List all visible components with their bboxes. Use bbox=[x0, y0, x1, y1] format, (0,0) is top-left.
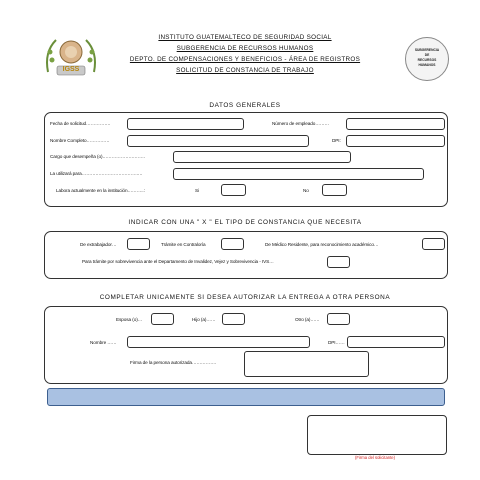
utilizara-input[interactable] bbox=[173, 168, 424, 180]
igss-logo-text: IGSS bbox=[62, 66, 80, 73]
office-use-bar bbox=[47, 388, 445, 406]
autorizar-title: COMPLETAR UNICAMENTE SI DESEA AUTORIZAR LA ENTREGA A OTRA PERSONA bbox=[99, 294, 391, 301]
tramite-contraloria-checkbox[interactable] bbox=[221, 238, 244, 250]
fecha-label: Fecha de solicitud……………. bbox=[50, 121, 111, 126]
autorizado-dpi-label: DPI…… bbox=[328, 340, 345, 345]
cargo-label: Cargo que desempeña (o)………………………. bbox=[50, 154, 145, 159]
seal-line-2: DE bbox=[424, 53, 430, 57]
fecha-input[interactable] bbox=[127, 118, 244, 130]
hijo-label: Hijo (a)…… bbox=[192, 317, 216, 322]
numero-empleado-input[interactable] bbox=[346, 118, 445, 130]
otro-checkbox[interactable] bbox=[327, 313, 350, 325]
hijo-checkbox[interactable] bbox=[222, 313, 245, 325]
nombre-completo-label: Nombre Completo…………… bbox=[50, 138, 110, 143]
esposa-label: Esposa (o)… bbox=[116, 317, 143, 322]
firma-autorizada-label: Firma de la persona autorizada……………. bbox=[130, 360, 217, 365]
esposa-checkbox[interactable] bbox=[151, 313, 174, 325]
autorizado-dpi-input[interactable] bbox=[347, 336, 445, 348]
extrabajador-checkbox[interactable] bbox=[127, 238, 150, 250]
cargo-input[interactable] bbox=[173, 151, 351, 163]
autorizado-nombre-label: Nombre …… bbox=[90, 340, 117, 345]
datos-generales-title: DATOS GENERALES bbox=[209, 102, 281, 109]
department-name: DEPTO. DE COMPENSACIONES Y BENEFICIOS - ÁREA DE REGISTROS bbox=[129, 56, 361, 63]
otro-label: Otro (a)…… bbox=[295, 317, 320, 322]
labora-no-checkbox[interactable] bbox=[322, 184, 347, 196]
labora-label: Labora actualmente en la institución………..: bbox=[56, 188, 145, 193]
igss-logo bbox=[40, 32, 102, 80]
seal-line-1: SUBGERENCIA bbox=[414, 48, 440, 52]
form-title: SOLICITUD DE CONSTANCIA DE TRABAJO bbox=[176, 67, 314, 74]
sobrevivencia-checkbox[interactable] bbox=[327, 256, 350, 268]
nombre-completo-input[interactable] bbox=[127, 135, 309, 147]
numero-empleado-label: Número de empleado……… bbox=[272, 121, 330, 126]
labora-no-label: No bbox=[303, 188, 309, 193]
subgerencia-name: SUBGERENCIA DE RECURSOS HUMANOS bbox=[176, 45, 314, 52]
dpi-input[interactable] bbox=[346, 135, 445, 147]
labora-si-label: Si bbox=[195, 188, 199, 193]
medico-residente-label: De Médico Residente, para reconocimiento académico… bbox=[265, 242, 379, 247]
sobrevivencia-label: Para trámite por sobrevivencia ante el Departamento de Invalidez, Vejez y Sobrevivencia - IVS… bbox=[82, 259, 274, 264]
firma-solicitante-box[interactable] bbox=[307, 415, 447, 455]
seal-line-3: RECURSOS bbox=[417, 58, 437, 62]
seal-line-4: HUMANOS bbox=[418, 63, 436, 67]
institution-name: INSTITUTO GUATEMALTECO DE SEGURIDAD SOCIAL bbox=[158, 34, 332, 41]
firma-solicitante-caption: (Firma del solicitante) bbox=[354, 455, 396, 460]
labora-si-checkbox[interactable] bbox=[221, 184, 246, 196]
rrhh-seal bbox=[405, 37, 449, 81]
medico-residente-checkbox[interactable] bbox=[422, 238, 445, 250]
tipo-constancia-section bbox=[44, 231, 448, 279]
autorizado-nombre-input[interactable] bbox=[127, 336, 310, 348]
tipo-constancia-title: INDICAR CON UNA " X " EL TIPO DE CONSTANCIA QUE NECESITA bbox=[128, 219, 362, 226]
extrabajador-label: De extrabajador… bbox=[80, 242, 117, 247]
dpi-label: DPI: bbox=[332, 138, 341, 143]
firma-autorizada-box[interactable] bbox=[244, 351, 369, 377]
tramite-contraloria-label: Trámite en Contraloría bbox=[161, 242, 206, 247]
utilizara-label: La utilizará para……………………………….… bbox=[50, 171, 143, 176]
